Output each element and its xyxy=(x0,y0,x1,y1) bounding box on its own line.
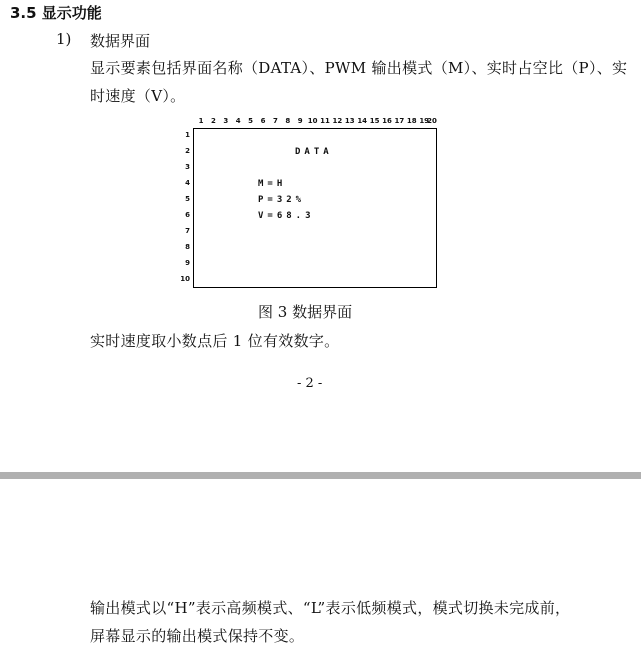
row-number: 9 xyxy=(185,259,190,267)
section-heading: 3.5 显示功能 xyxy=(10,4,102,22)
column-number: 14 xyxy=(357,117,368,125)
column-number: 10 xyxy=(307,117,318,125)
column-number: 16 xyxy=(382,117,392,125)
column-number: 18 xyxy=(406,117,417,125)
page-number: - 2 - xyxy=(297,376,323,391)
column-number: 5 xyxy=(248,117,254,125)
list-item-number: 1) xyxy=(56,30,72,48)
row-number: 8 xyxy=(185,243,190,251)
paragraph-line: 时速度（V）。 xyxy=(90,87,186,105)
row-number: 10 xyxy=(180,275,190,283)
lcd-duty-line: P=32% xyxy=(258,195,306,205)
column-number: 7 xyxy=(272,117,278,125)
lcd-screen-title: DATA xyxy=(295,147,333,157)
row-number: 2 xyxy=(185,147,190,155)
row-number: 5 xyxy=(185,195,190,203)
column-number: 1 xyxy=(198,117,204,125)
row-number: 7 xyxy=(185,227,190,235)
column-number: 15 xyxy=(369,117,380,125)
paragraph-line: 实时速度取小数点后 1 位有效数字。 xyxy=(90,332,340,350)
column-number: 17 xyxy=(394,117,405,125)
column-number: 2 xyxy=(210,117,216,125)
paragraph-line: 屏幕显示的输出模式保持不变。 xyxy=(90,627,305,645)
paragraph-line: 显示要素包括界面名称（DATA）、PWM 输出模式（M）、实时占空比（P）、实 xyxy=(90,59,628,77)
row-number: 1 xyxy=(185,131,190,139)
paragraph-line: 输出模式以“H”表示高频模式、“L”表示低频模式，模式切换未完成前， xyxy=(90,599,571,617)
row-number: 6 xyxy=(185,211,190,219)
lcd-mode-line: M=H xyxy=(258,179,287,189)
column-number: 20 xyxy=(427,117,437,125)
column-number: 12 xyxy=(332,117,343,125)
column-number: 9 xyxy=(297,117,303,125)
list-item-title: 数据界面 xyxy=(90,32,151,50)
column-number: 11 xyxy=(320,117,330,125)
column-number: 6 xyxy=(260,117,266,125)
column-number: 13 xyxy=(344,117,355,125)
column-number: 3 xyxy=(223,117,229,125)
column-number: 8 xyxy=(285,117,291,125)
row-number: 3 xyxy=(185,163,190,171)
column-number: 19 xyxy=(419,117,430,125)
page-break-divider xyxy=(0,472,641,479)
row-number: 4 xyxy=(185,179,190,187)
column-number: 4 xyxy=(235,117,241,125)
figure-caption: 图 3 数据界面 xyxy=(258,303,353,321)
lcd-speed-line: V=68.3 xyxy=(258,211,315,221)
